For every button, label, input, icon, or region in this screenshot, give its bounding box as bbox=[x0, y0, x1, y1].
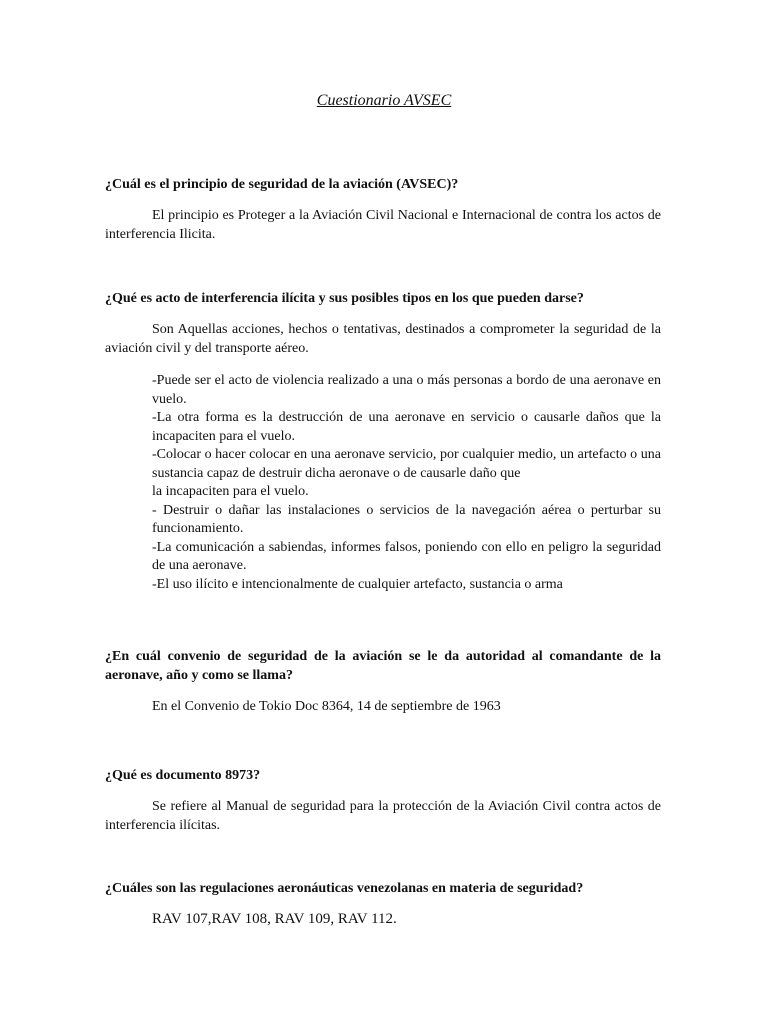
list-item: -Colocar o hacer colocar en una aeronave servicio, por cualquier medio, un artefacto o una sustancia capaz de destruir dicha aeronave o de causarle daño que bbox=[152, 447, 661, 481]
list-item: -El uso ilícito e intencionalmente de cualquier artefacto, sustancia o arma bbox=[152, 576, 563, 592]
question-4: ¿Qué es documento 8973? bbox=[105, 768, 261, 783]
list-item: -La otra forma es la destrucción de una aeronave en servicio o causarle daños que la incapaciten para el vuelo. bbox=[152, 410, 661, 444]
document-title: Cuestionario AVSEC bbox=[316, 92, 452, 109]
question-5: ¿Cuáles son las regulaciones aeronáuticas venezolanas en materia de seguridad? bbox=[105, 881, 584, 896]
answer-4: Se refiere al Manual de seguridad para la protección de la Aviación Civil contra actos de interferencia ilícitas. bbox=[105, 799, 661, 833]
question-2: ¿Qué es acto de interferencia ilícita y sus posibles tipos en los que pueden darse? bbox=[105, 291, 584, 306]
list-item: - Destruir o dañar las instalaciones o servicios de la navegación aérea o perturbar su funcionamiento. bbox=[152, 502, 661, 536]
answer-1: El principio es Proteger a la Aviación Civil Nacional e Internacional de contra los actos de interferencia Ilicita. bbox=[105, 208, 661, 242]
answer-2: Son Aquellas acciones, hechos o tentativas, destinados a comprometer la seguridad de la aviación civil y del transporte aéreo. bbox=[105, 322, 661, 356]
list-item: -Puede ser el acto de violencia realizado a una o más personas a bordo de una aeronave en vuelo. bbox=[152, 373, 661, 407]
question-1: ¿Cuál es el principio de seguridad de la aviación (AVSEC)? bbox=[105, 177, 459, 192]
answer-3: En el Convenio de Tokio Doc 8364, 14 de septiembre de 1963 bbox=[152, 699, 501, 714]
answer-5: RAV 107,RAV 108, RAV 109, RAV 112. bbox=[152, 911, 397, 927]
interference-types-list bbox=[152, 372, 661, 594]
question-3: ¿En cuál convenio de seguridad de la aviación se le da autoridad al comandante de la aeronave, año y como se llama? bbox=[105, 649, 661, 683]
list-item: la incapaciten para el vuelo. bbox=[152, 484, 309, 499]
list-item: -La comunicación a sabiendas, informes falsos, poniendo con ello en peligro la seguridad de una aeronave. bbox=[152, 539, 661, 573]
